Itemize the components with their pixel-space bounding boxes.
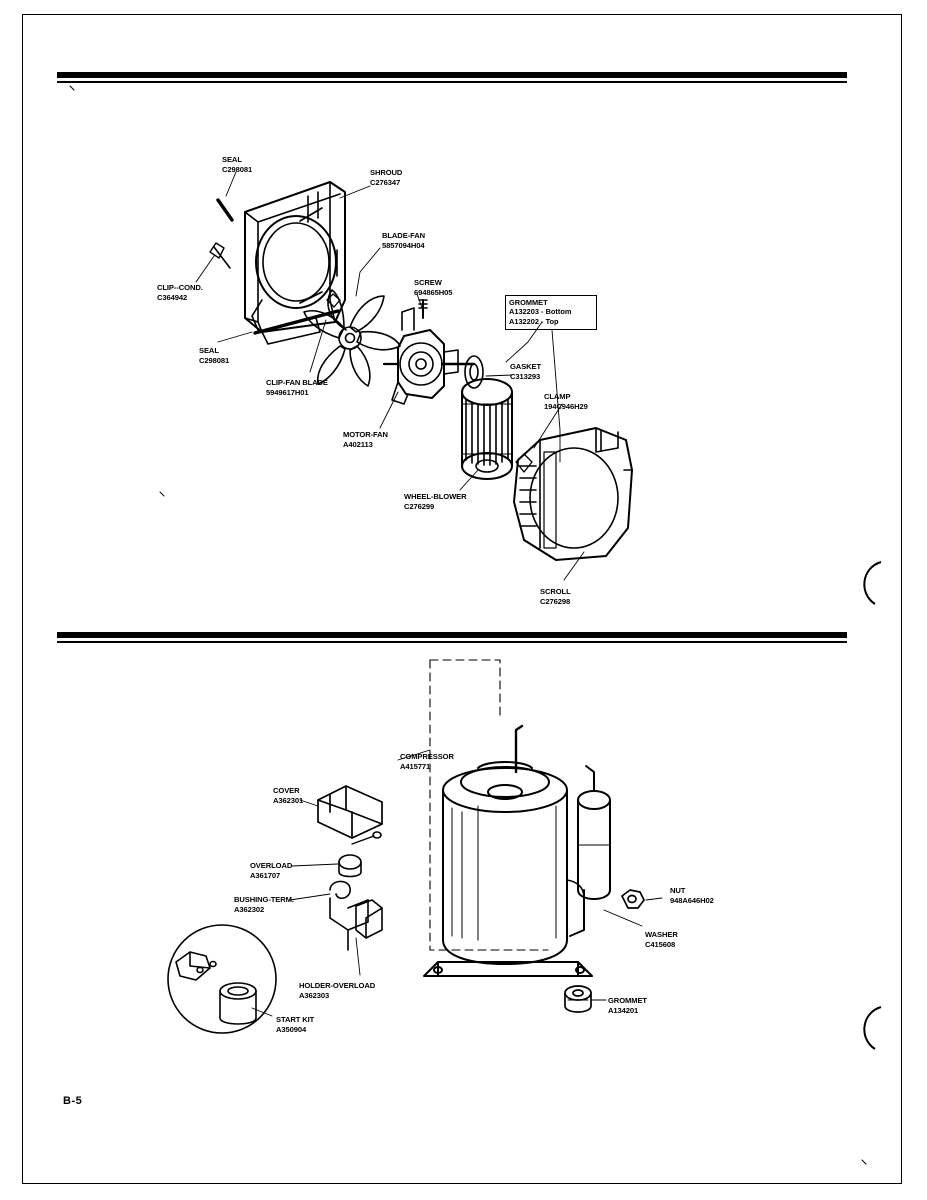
label-seal-bottom: SEAL C298081	[199, 346, 230, 365]
page-border	[22, 14, 902, 1184]
label-shroud: SHROUD C276347	[370, 168, 403, 187]
label-clip-fan-blade: CLIP-FAN BLADE 5949617H01	[266, 378, 328, 397]
label-motor-fan: MOTOR-FAN A402113	[343, 430, 388, 449]
grommet-callout-box	[505, 295, 597, 330]
label-screw: SCREW 694865H05	[414, 278, 453, 297]
mid-rule-thick	[57, 632, 847, 638]
label-blade-fan: BLADE-FAN 5857094H04	[382, 231, 425, 250]
label-gasket: GASKET C313293	[510, 362, 542, 381]
top-rule-thin	[57, 81, 847, 83]
label-seal-top: SEAL C298081	[222, 155, 253, 174]
page-curl-arc-top	[855, 560, 885, 606]
grommet-callout-line-3: A132202 - Top	[509, 316, 559, 326]
label-nut: NUT 948A646H02	[670, 886, 714, 905]
grommet-callout-line-2: A132203 - Bottom	[509, 307, 572, 317]
label-clamp: CLAMP 194C946H29	[544, 392, 588, 411]
grommet-callout-line-1: GROMMET	[509, 298, 548, 307]
label-scroll: SCROLL C276298	[540, 587, 571, 606]
page-curl-arc-bottom	[855, 1005, 885, 1051]
label-wheel-blower: WHEEL-BLOWER C276299	[404, 492, 467, 511]
top-rule-thick	[57, 72, 847, 78]
label-compressor: COMPRESSOR A415771	[400, 752, 454, 771]
label-holder-overload: HOLDER-OVERLOAD A362303	[299, 981, 376, 1000]
label-clip-cond: CLIP--COND. C364942	[157, 283, 203, 302]
label-grommet-compressor: GROMMET A134201	[608, 996, 647, 1015]
label-washer: WASHER C415608	[645, 930, 678, 949]
label-cover: COVER A362301	[273, 786, 304, 805]
page-number: B-5	[63, 1095, 83, 1107]
label-bushing-term: BUSHING-TERM. A362302	[234, 895, 294, 914]
label-overload: OVERLOAD A361707	[250, 861, 293, 880]
mid-rule-thin	[57, 641, 847, 643]
label-start-kit: START KIT A350904	[276, 1015, 315, 1034]
